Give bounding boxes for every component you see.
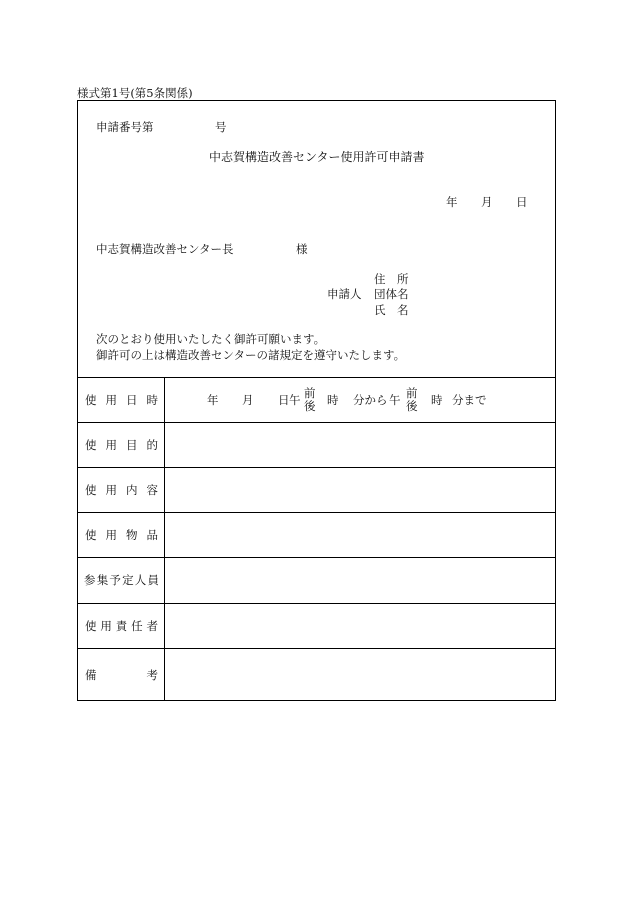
row-label-remarks: 備考 [85,667,158,682]
applicant-label: 申請人 [327,287,362,301]
datetime-ampm-1 [304,377,316,422]
row-label-responsible: 使用責任者 [85,618,158,633]
usage-content-field[interactable] [164,467,556,512]
attendees-field[interactable] [164,557,556,603]
applicant-name-label: 氏 名 [374,303,409,317]
pm-label: 後 [406,398,418,413]
request-text-line-2: 御許可の上は構造改善センターの諸規定を遵守いたします。 [96,348,406,362]
row-label-usage-content: 使用内容 [85,482,158,497]
request-text-line-1: 次のとおり使用いたしたく御許可願います。 [96,332,326,346]
datetime-day: 日 [278,392,290,407]
datetime-hour-2: 時 [431,392,443,407]
am-label: 前 [304,385,316,400]
addressee-name: 中志賀構造改善センター長 [96,242,234,256]
datetime-until: 分まで [452,392,487,407]
row-label-usage-purpose: 使用目的 [85,437,158,452]
date-year: 年 [446,195,458,209]
application-number-suffix: 号 [215,120,227,134]
form-number-label: 様式第1号(第5条関係) [77,86,193,100]
row-label-attendees: 参集予定人員 [84,573,159,587]
row-label-usage-items: 使用物品 [85,527,158,542]
usage-items-field[interactable] [164,512,556,557]
datetime-ampm-2 [406,377,418,422]
datetime-noon: 午 [289,392,301,407]
am-label: 前 [406,385,418,400]
usage-purpose-field[interactable] [164,422,556,467]
pm-label: 後 [304,398,316,413]
date-month: 月 [481,195,493,209]
am-pm-choice [406,387,418,413]
datetime-year: 年 [207,392,219,407]
applicant-address-label: 住 所 [374,272,409,286]
row-label-usage-datetime: 使用日時 [85,392,158,407]
datetime-hour: 時 [327,392,339,407]
datetime-noon-2: 午 [389,392,401,407]
addressee-honorific: 様 [296,242,308,256]
datetime-from: 分から [353,392,388,407]
applicant-organization-label: 団体名 [374,287,409,301]
responsible-field[interactable] [164,603,556,648]
date-day: 日 [516,195,528,209]
remarks-field[interactable] [164,648,556,701]
application-form [77,100,556,701]
form-title: 中志賀構造改善センター使用許可申請書 [209,150,425,164]
datetime-month: 月 [242,392,254,407]
application-number-prefix: 申請番号第 [96,120,154,134]
am-pm-choice [304,387,316,413]
